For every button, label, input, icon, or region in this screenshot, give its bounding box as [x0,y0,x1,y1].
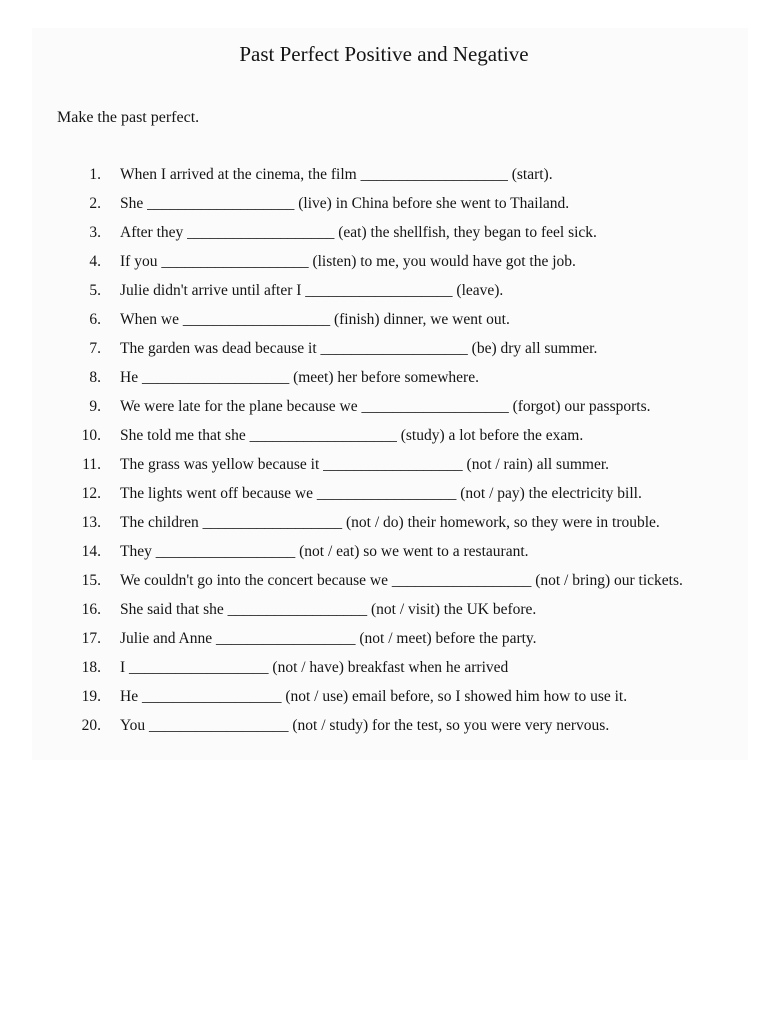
exercise-sentence: We couldn't go into the concert because we __________________ (not / bring) our tickets. [120,572,683,589]
exercise-sentence: The grass was yellow because it __________________ (not / rain) all summer. [120,456,610,473]
exercise-number: 13. [81,514,101,531]
exercise-number: 17. [81,630,101,647]
exercise-number: 12. [81,485,101,502]
exercise-item [0,688,768,712]
exercise-number: 8. [89,369,101,386]
exercise-number: 16. [81,601,101,618]
exercise-sentence: He __________________ (not / use) email before, so I showed him how to use it. [120,688,628,705]
exercise-item [0,195,768,219]
exercise-number: 18. [81,659,101,676]
exercise-sentence: They __________________ (not / eat) so we went to a restaurant. [120,543,529,560]
exercise-item [0,224,768,248]
exercise-sentence: I __________________ (not / have) breakfast when he arrived [120,659,509,676]
exercise-item [0,311,768,335]
exercise-number: 19. [81,688,101,705]
exercise-number: 3. [89,224,101,241]
exercise-sentence: She said that she __________________ (not / visit) the UK before. [120,601,537,618]
exercise-item [0,253,768,277]
exercise-number: 5. [89,282,101,299]
exercise-sentence: The children __________________ (not / do) their homework, so they were in trouble. [120,514,660,531]
exercise-item [0,398,768,422]
exercise-sentence: Julie and Anne __________________ (not / meet) before the party. [120,630,537,647]
exercise-number: 15. [81,572,101,589]
exercise-sentence: If you ___________________ (listen) to me, you would have got the job. [120,253,576,270]
exercise-number: 14. [81,543,101,560]
exercise-sentence: When I arrived at the cinema, the film ___________________ (start). [120,166,553,183]
exercise-item [0,572,768,596]
exercise-item [0,456,768,480]
exercise-item [0,166,768,190]
exercise-item [0,340,768,364]
exercise-sentence: After they ___________________ (eat) the shellfish, they began to feel sick. [120,224,597,241]
exercise-sentence: We were late for the plane because we ___________________ (forgot) our passports. [120,398,651,415]
exercise-item [0,659,768,683]
exercise-sentence: Julie didn't arrive until after I ___________________ (leave). [120,282,504,299]
exercise-item [0,282,768,306]
exercise-sentence: He ___________________ (meet) her before somewhere. [120,369,479,386]
instruction-text: Make the past perfect. [57,109,200,126]
exercise-sentence: She ___________________ (live) in China before she went to Thailand. [120,195,570,212]
exercise-sentence: The lights went off because we __________________ (not / pay) the electricity bill. [120,485,642,502]
exercise-number: 20. [81,717,101,734]
exercise-sentence: When we ___________________ (finish) dinner, we went out. [120,311,510,328]
exercise-item [0,514,768,538]
exercise-item [0,543,768,567]
exercise-sentence: You __________________ (not / study) for the test, so you were very nervous. [120,717,610,734]
exercise-number: 4. [89,253,101,270]
exercise-number: 2. [89,195,101,212]
exercise-sentence: She told me that she ___________________ (study) a lot before the exam. [120,427,584,444]
exercise-number: 11. [82,456,101,473]
exercise-item [0,601,768,625]
exercise-item [0,485,768,509]
exercise-number: 10. [81,427,101,444]
exercise-item [0,630,768,654]
exercise-sentence: The garden was dead because it ___________________ (be) dry all summer. [120,340,598,357]
exercise-number: 1. [89,166,101,183]
page-title: Past Perfect Positive and Negative [239,42,529,66]
exercise-item [0,717,768,741]
exercise-item [0,427,768,451]
exercise-item [0,369,768,393]
exercise-number: 6. [89,311,101,328]
exercise-number: 7. [89,340,101,357]
exercise-number: 9. [89,398,101,415]
